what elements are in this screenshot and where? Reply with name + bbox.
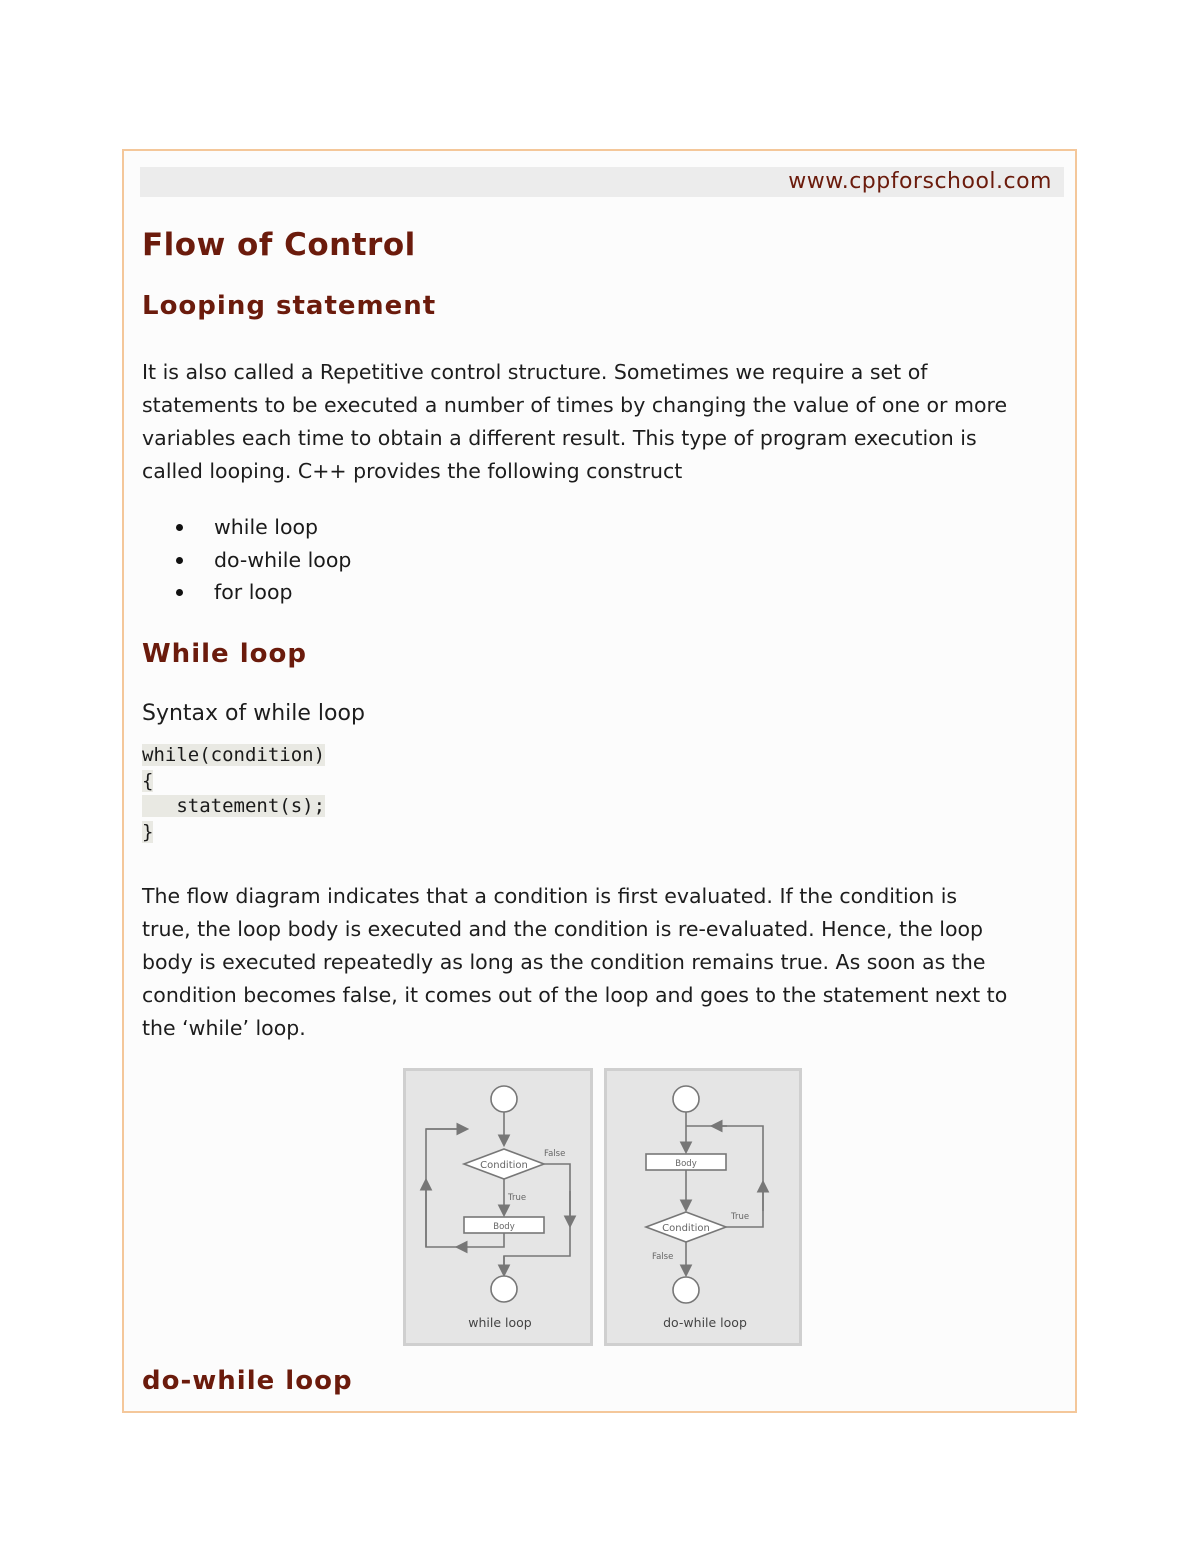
paragraph-line: variables each time to obtain a different result. This type of program execution is [142, 426, 977, 450]
body-label: Body [493, 1222, 515, 1232]
paragraph-line: body is executed repeatedly as long as the condition remains true. As soon as the [142, 950, 986, 974]
code-line: { [142, 769, 154, 792]
body-label: Body [675, 1159, 697, 1169]
paragraph-line: condition becomes false, it comes out of the loop and goes to the statement next to [142, 983, 1008, 1007]
do-while-heading: do-while loop [142, 1366, 353, 1396]
code-block [142, 743, 325, 845]
page-title: Flow of Control [142, 227, 416, 263]
diagram-caption: while loop [468, 1315, 532, 1330]
while-loop-diagram [403, 1068, 593, 1346]
construct-list [142, 511, 1062, 609]
condition-label: Condition [480, 1160, 528, 1171]
paragraph-line: the ‘while’ loop. [142, 1016, 306, 1040]
paragraph-line: called looping. C++ provides the following construct [142, 459, 683, 483]
end-node [673, 1277, 699, 1303]
end-node [491, 1276, 517, 1302]
paragraph-line: statements to be executed a number of times by changing the value of one or more [142, 393, 1008, 417]
while-loop-heading: While loop [142, 639, 307, 669]
syntax-label: Syntax of while loop [142, 701, 365, 726]
looping-paragraph [142, 356, 1062, 488]
bullet-icon [176, 524, 183, 531]
paragraph-line: true, the loop body is executed and the condition is re-evaluated. Hence, the loop [142, 917, 984, 941]
false-label: False [652, 1252, 674, 1262]
true-label: True [508, 1193, 527, 1203]
start-node [491, 1086, 517, 1112]
start-node [673, 1086, 699, 1112]
site-url[interactable]: www.cppforschool.com [788, 169, 1052, 194]
true-label: True [731, 1212, 750, 1222]
page-frame [122, 149, 1077, 1413]
looping-heading: Looping statement [142, 291, 437, 321]
bullet-icon [176, 589, 183, 596]
paragraph-line: The flow diagram indicates that a condition is first evaluated. If the condition is [142, 884, 958, 908]
code-line: } [142, 820, 154, 843]
list-item: for loop [142, 576, 1062, 609]
false-label: False [544, 1149, 566, 1159]
diagram-caption: do-while loop [663, 1315, 747, 1330]
list-item: do-while loop [142, 544, 1062, 577]
code-line: statement(s); [142, 795, 326, 817]
do-while-loop-diagram [604, 1068, 802, 1346]
code-line: while(condition) [142, 744, 326, 766]
paragraph-line: It is also called a Repetitive control structure. Sometimes we require a set of [142, 360, 928, 384]
condition-label: Condition [662, 1223, 710, 1234]
list-item: while loop [142, 511, 1062, 544]
bullet-icon [176, 557, 183, 564]
header-band [140, 167, 1064, 197]
while-paragraph [142, 880, 1062, 1045]
